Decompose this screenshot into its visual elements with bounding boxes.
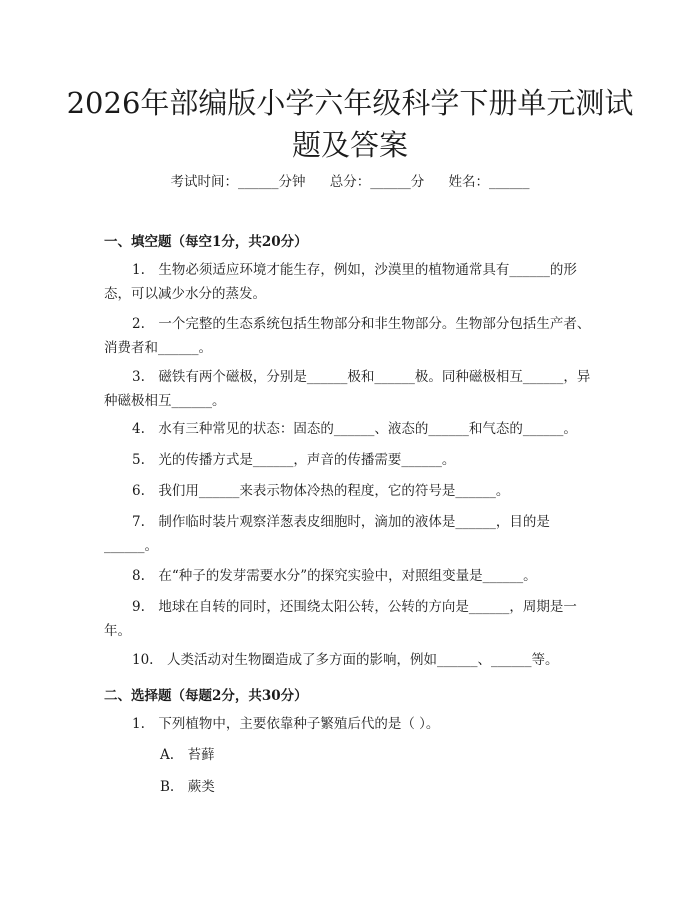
section-heading-multiple-choice: 二、选择题（每题2分，共30分） bbox=[104, 688, 308, 704]
question-item: 3. 磁铁有两个磁极，分别是______极和______极。同种磁极相互______，异种磁极相互______。 bbox=[104, 369, 591, 409]
exam-info bbox=[0, 170, 700, 190]
section-heading-fill-blank: 一、填空题（每空1分，共20分） bbox=[104, 234, 308, 250]
student-name: 姓名：______ bbox=[448, 174, 530, 190]
answer-option: B. 蕨类 bbox=[160, 779, 215, 795]
document-title: 2026年部编版小学六年级科学下册单元测试题及答案 bbox=[66, 86, 634, 162]
question-item: 9. 地球在自转的同时，还围绕太阳公转，公转的方向是______，周期是一年。 bbox=[104, 599, 577, 639]
question-item: 5. 光的传播方式是______，声音的传播需要______。 bbox=[132, 452, 456, 468]
exam-time: 考试时间：______分钟 bbox=[170, 174, 306, 190]
question-item: 4. 水有三种常见的状态：固态的______、液态的______和气态的______。 bbox=[132, 421, 577, 437]
question-item: 10. 人类活动对生物圈造成了多方面的影响，例如______、______等。 bbox=[132, 652, 559, 668]
question-item: 8. 在“种子的发芽需要水分”的探究实验中，对照组变量是______。 bbox=[132, 568, 537, 584]
answer-option: A. 苔藓 bbox=[160, 747, 215, 763]
question-item: 1. 下列植物中，主要依靠种子繁殖后代的是（ ）。 bbox=[132, 716, 440, 732]
question-item: 2. 一个完整的生态系统包括生物部分和非生物部分。生物部分包括生产者、消费者和______。 bbox=[104, 316, 591, 356]
question-item: 6. 我们用______来表示物体冷热的程度，它的符号是______。 bbox=[132, 483, 510, 499]
question-item: 7. 制作临时装片观察洋葱表皮细胞时，滴加的液体是______，目的是______。 bbox=[104, 514, 550, 554]
exam-score: 总分：______分 bbox=[329, 174, 425, 190]
question-item: 1. 生物必须适应环境才能生存，例如，沙漠里的植物通常具有______的形态，可以减少水分的蒸发。 bbox=[104, 262, 577, 302]
